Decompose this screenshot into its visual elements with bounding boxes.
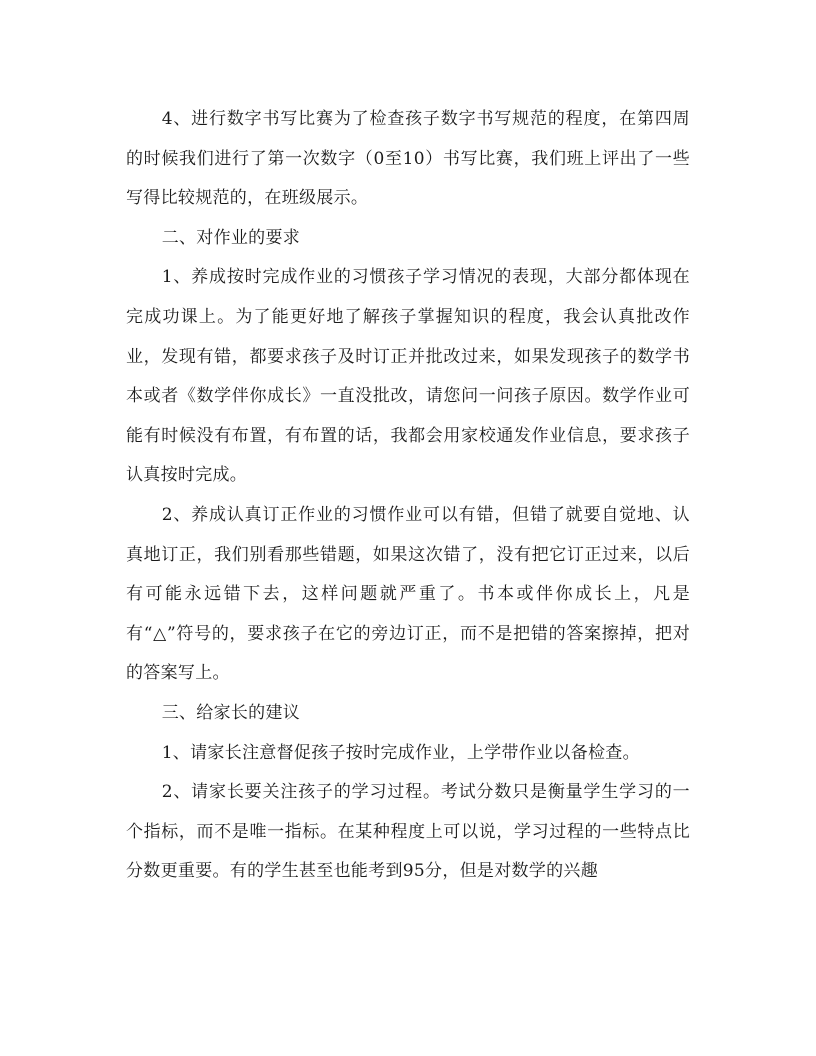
- section-heading-homework-requirements: 二、对作业的要求: [161, 227, 301, 248]
- section-heading-parent-suggestions: 三、给家长的建议: [161, 702, 301, 723]
- paragraph-homework-on-time: 1、养成按时完成作业的习惯孩子学习情况的表现，大部分都体现在完成功课上。为了能更好地了解孩子掌握知识的程度，我会认真批改作业，发现有错，都要求孩子及时订正并批改过来，如果发现孩子的数学书本或者《数学伴你成长》一直没批改，请您问一问孩子原因。数学作业可能有时候没有布置，有布置的话，我都会用家校通发作业信息，要求孩子认真按时完成。: [126, 267, 690, 486]
- paragraph-learning-process: 2、请家长要关注孩子的学习过程。考试分数只是衡量学生学习的一个指标，而不是唯一指标。在某种程度上可以说，学习过程的一些特点比分数更重要。有的学生甚至也能考到95分，但是对数学的兴趣: [126, 782, 690, 882]
- document-body: [126, 100, 690, 892]
- paragraph-parent-supervision: 1、请家长注意督促孩子按时完成作业，上学带作业以备检查。: [161, 742, 640, 763]
- paragraph-writing-contest: 4、进行数字书写比赛为了检查孩子数字书写规范的程度，在第四周的时候我们进行了第一次数字（0至10）书写比赛，我们班上评出了一些写得比较规范的，在班级展示。: [126, 109, 690, 209]
- paragraph-homework-corrections: 2、养成认真订正作业的习惯作业可以有错，但错了就要自觉地、认真地订正，我们别看那些错题，如果这次错了，没有把它订正过来，以后有可能永远错下去，这样问题就严重了。书本或伴你成长上，凡是有“△”符号的，要求孩子在它的旁边订正，而不是把错的答案擦掉，把对的答案写上。: [126, 504, 690, 684]
